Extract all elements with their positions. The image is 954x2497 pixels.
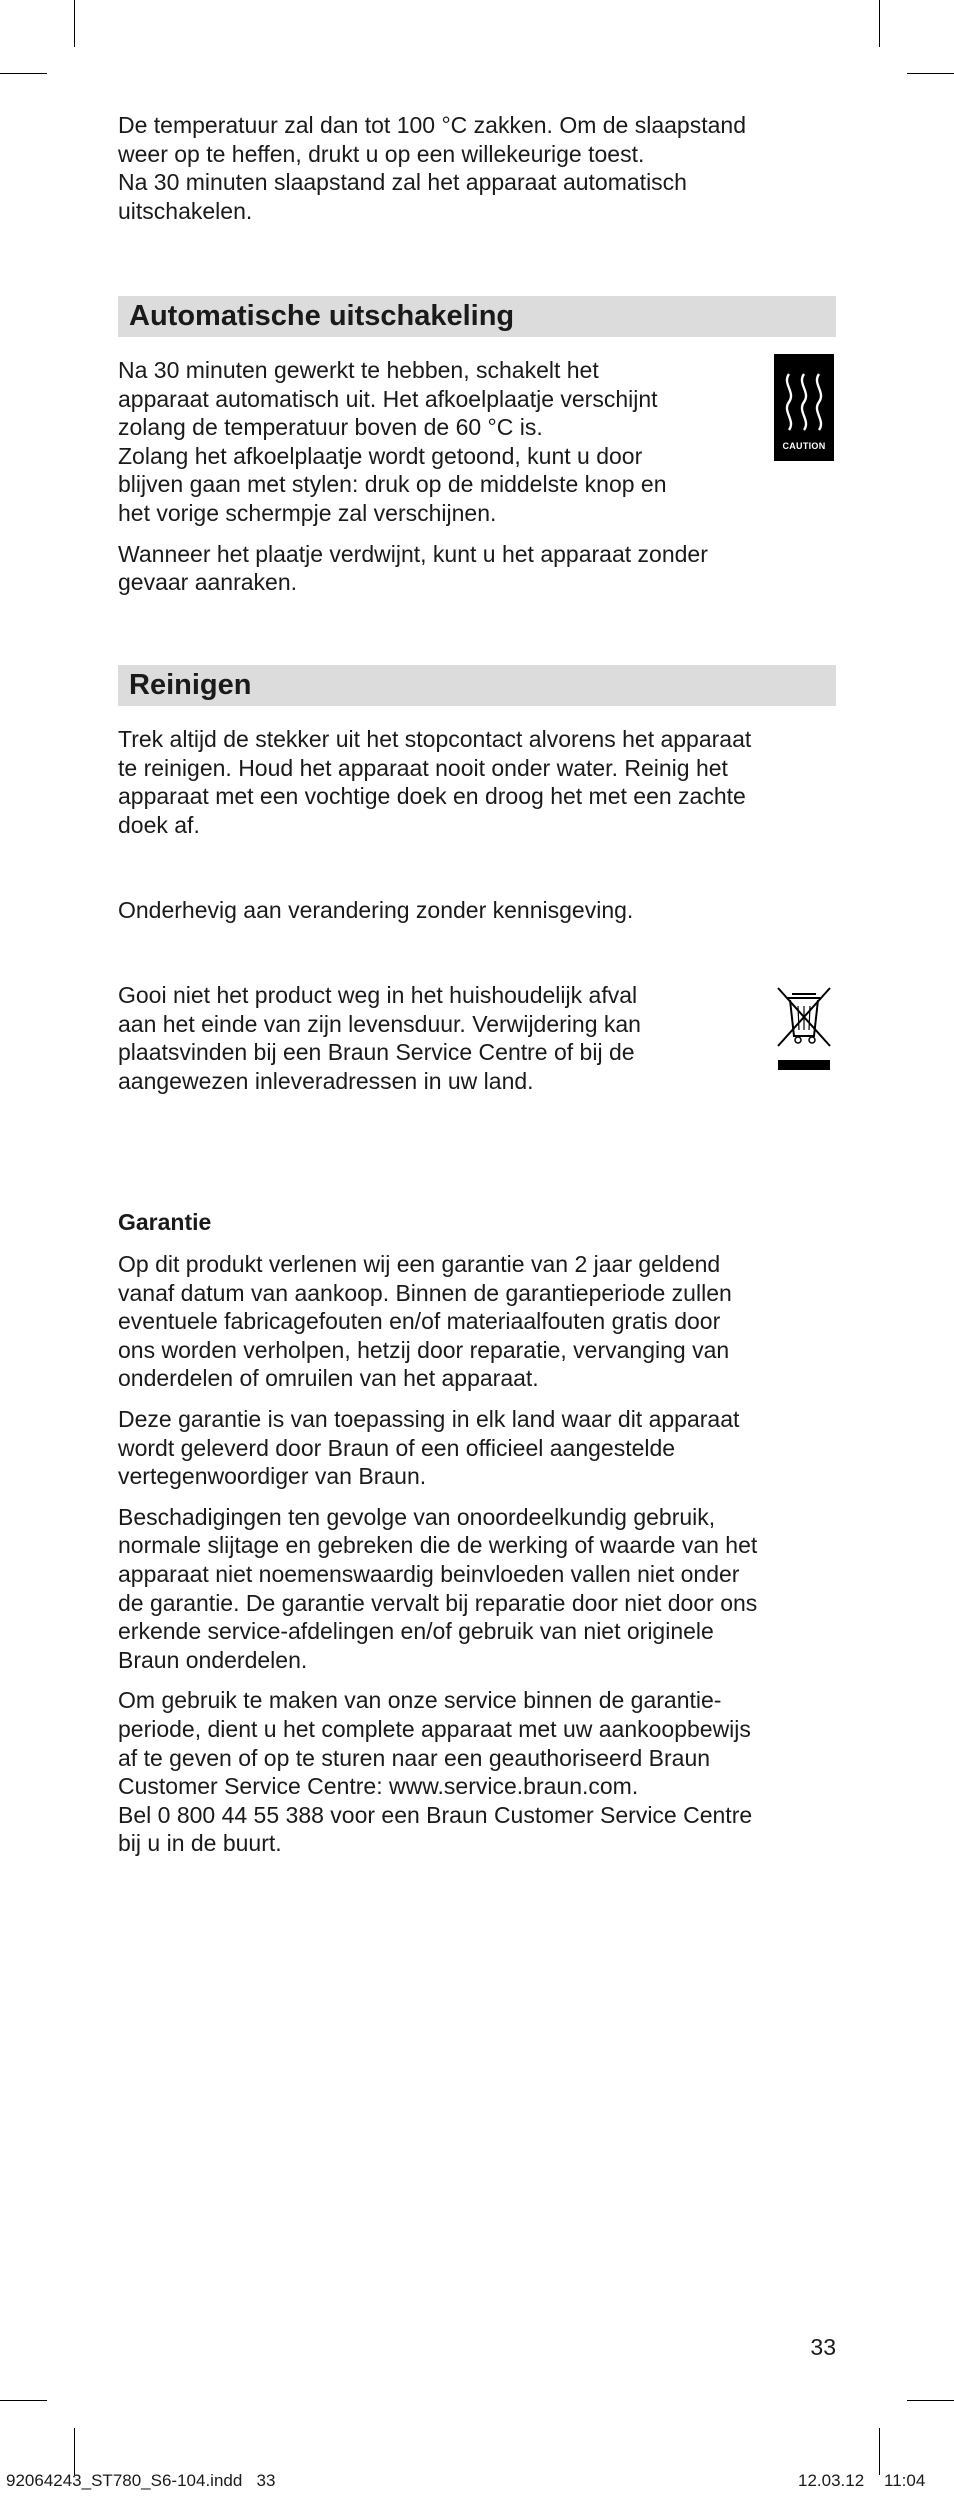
crop-mark-bottom-right-horizontal (907, 2400, 954, 2401)
warranty-paragraph-2: Deze garantie is van toepassing in elk land waar dit apparaat wordt geleverd door Braun of een officieel aangestelde vertegenwoordiger van Braun. (118, 1405, 740, 1490)
disposal-text: Gooi niet het product weg in het huishoudelijk afval aan het einde van zijn levensduur. Verwijdering kan plaatsvinden bij een Braun Service Centre of bij de aangewezen inleveradressen in uw land. (118, 982, 641, 1094)
weee-bin-icon (774, 984, 834, 1074)
cleaning-section (118, 725, 838, 839)
intro-text: De temperatuur zal dan tot 100 °C zakken. Om de slaapstand weer op te heffen, drukt u op een willekeurige toest. Na 30 minuten slaapstand zal het apparaat automatisch uitschakelen. (118, 112, 746, 224)
crop-mark-bottom-left-horizontal (0, 2400, 47, 2401)
crop-mark-top-left-horizontal (0, 73, 47, 74)
caution-hot-icon (774, 354, 834, 461)
notice-text: Onderhevig aan verandering zonder kennisgeving. (118, 897, 634, 923)
crop-mark-top-right-horizontal (907, 73, 954, 74)
warranty-paragraph-3: Beschadigingen ten gevolge van onoordeelkundig gebruik, normale slijtage en gebreken die de werking of waarde van het apparaat niet noemenswaardig beinvloeden vallen niet onder de garantie. De garantie vervalt bij reparatie door niet door ons erkende service-afdelingen en/of gebruik van niet originele Braun onderdelen. (118, 1503, 758, 1673)
auto-shutoff-paragraph-1: Na 30 minuten gewerkt te hebben, schakelt het apparaat automatisch uit. Het afkoelplaatje verschijnt zolang de temperatuur boven de 60 °C is. Zolang het afkoelplaatje wordt getoond, kunt u door blijven gaan met stylen: druk op de middelste knop en het vorige schermpje zal verschijnen. (118, 357, 667, 526)
auto-shutoff-section (118, 356, 838, 597)
footer-time: 11:04 (884, 2471, 926, 2490)
warranty-paragraph-1: Op dit produkt verlenen wij een garantie van 2 jaar geldend vanaf datum van aankoop. Binnen de garantieperiode zullen eventuele fabricagefouten en/of materiaalfouten gratis door ons worden verholpen, hetzij door reparatie, vervanging van onderdelen of omruilen van het apparaat. (118, 1251, 732, 1392)
crossed-bin-icon (774, 984, 834, 1074)
caution-label: CAUTION (782, 441, 826, 451)
disposal-section (118, 981, 758, 1095)
cleaning-heading-bar (118, 665, 836, 706)
cleaning-text: Trek altijd de stekker uit het stopcontact alvorens het apparaat te reinigen. Houd het apparaat nooit onder water. Reinig het apparaat met een vochtige doek en droog het met een zachte doek af. (118, 726, 752, 838)
footer-date: 12.03.12 (798, 2471, 865, 2490)
crop-mark-bottom-left-vertical (74, 2428, 75, 2475)
auto-shutoff-heading: Automatische uitschakeling (129, 300, 515, 332)
auto-shutoff-heading-bar (118, 296, 836, 337)
footer-file-info: 92064243_ST780_S6-104.indd 33 (6, 2471, 276, 2490)
warranty-section (118, 1250, 838, 1858)
notice-section (118, 896, 838, 925)
crop-mark-top-left-vertical (74, 0, 75, 47)
warranty-heading: Garantie (118, 1209, 212, 1235)
cleaning-heading: Reinigen (129, 669, 252, 701)
intro-section (118, 111, 838, 225)
crop-mark-bottom-right-vertical (879, 2428, 880, 2475)
crop-mark-top-right-vertical (879, 0, 880, 47)
page-number: 33 (810, 2334, 836, 2360)
warranty-paragraph-4: Om gebruik te maken van onze service binnen de garantie- periode, dient u het complete apparaat met uw aankoopbewijs af te geven of op te sturen naar een geauthoriseerd Braun Customer Service Centre: www.service.braun.com. Bel 0 800 44 55 388 voor een Braun Customer Service Centre bij u in de buurt. (118, 1687, 753, 1857)
auto-shutoff-paragraph-2: Wanneer het plaatje verdwijnt, kunt u het apparaat zonder gevaar aanraken. (118, 540, 708, 596)
